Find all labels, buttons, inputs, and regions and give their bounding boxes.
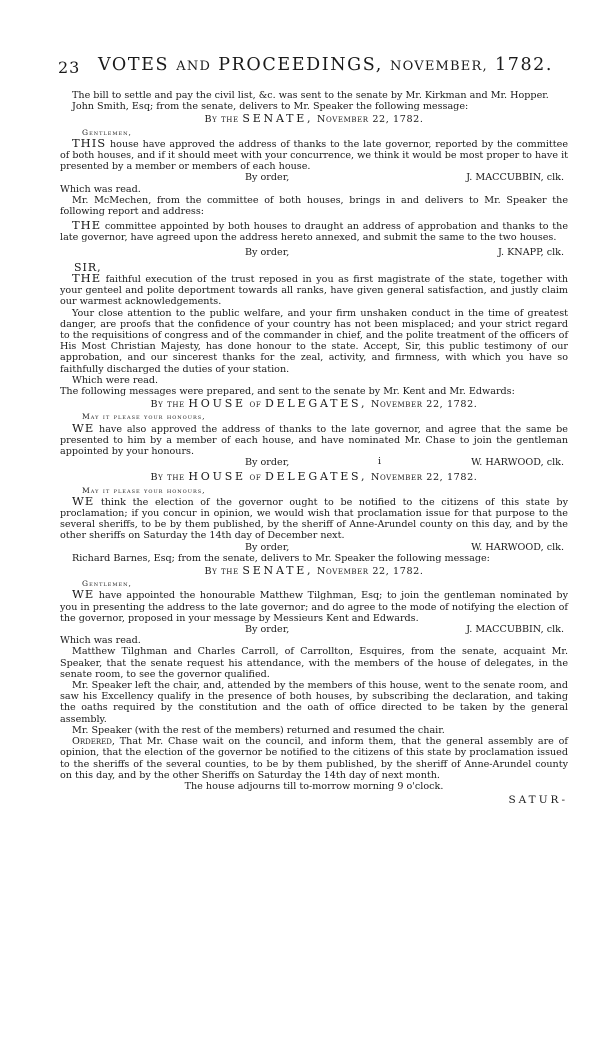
paragraph-tilghman-carroll: Matthew Tilghman and Charles Carroll, of Carrollton, Esquires, from the senate, acquaint Mr. Speaker, that the senate request his attendance, with the members of the house of delegates, in the senate room, to see the governor qualified. [60,646,568,680]
paragraph-speaker-returned: Mr. Speaker (with the rest of the members) returned and resumed the chair. [72,724,445,736]
committee-report: THE committee appointed by both houses to draught an address of approbation and thanks to the late governor, have agreed upon the address hereto annexed, and submit the same to the two houses. [60,218,568,244]
house-message: WE have also approved the address of thanks to the late governor, and agree that the same be presented to him by a member of each house, and have nominated Mr. Chase to join the gentleman appointed by your honours. [60,420,568,458]
paragraph-which-read: Which were read. [72,374,159,386]
salutation: May it please your honours, [82,412,206,422]
paragraph-smith-message: John Smith, Esq; from the senate, delivers to Mr. Speaker the following message: [72,101,469,113]
house-heading: By the HOUSE of DELEGATES, November 22, 1782. [150,397,478,411]
paragraph-civil-list: The bill to settle and pay the civil list, &c. was sent to the senate by Mr. Kirkman and Mr. Hopper. [72,90,549,101]
running-title: VOTES AND PROCEEDINGS, NOVEMBER, 1782. [98,55,554,75]
house-heading: By the HOUSE of DELEGATES, November 22, 1782. [150,470,478,484]
senate-message: THIS house have approved the address of thanks to the late governor, reported by the committee of both houses, and if it should meet with your concurrence, we think it would be most proper to have it presented by a member or members of each house. [60,135,568,173]
salutation: May it please your honours, [82,485,206,495]
paragraph-speaker-left: Mr. Speaker left the chair, and, attended by the members of this house, went to the senate room, and saw his Excellency qualify in the presence of both houses, by subscribing the declaration, and taking the oaths required by the constitution and the oath of office directed to be taken by the general assembly. [60,680,568,725]
signature-line: By order, i W. HARWOOD, clk. [245,456,564,469]
signature-line: By order, J. MACCUBBIN, clk. [245,624,564,636]
adjournment-line: The house adjourns till to-morrow morning 9 o'clock. [184,780,444,792]
paragraph-which-read: Which was read. [60,635,141,647]
signature-line: By order, J. MACCUBBIN, clk. [245,172,564,184]
paragraph-which-read: Which was read. [60,183,141,195]
text-column [58,55,568,807]
paragraph-messages-prepared: The following messages were prepared, and sent to the senate by Mr. Kent and Mr. Edwards: [60,386,515,398]
page-number: 23 [58,58,81,77]
salutation: Gentlemen, [82,579,132,589]
senate-heading: By the SENATE, November 22, 1782. [204,112,424,126]
catchword: SATUR- [508,794,568,807]
paragraph-mcmechen: Mr. McMechen, from the committee of both houses, brings in and delivers to Mr. Speaker the following report and address: [60,194,568,218]
signature-line: By order, W. HARWOOD, clk. [245,541,564,553]
salutation: Gentlemen, [82,127,132,137]
paragraph-ordered: Ordered, That Mr. Chase wait on the council, and inform them, that the general assembly are of opinion, that the election of the governor be notified to the citizens of this state by proclamation issued to the sheriffs of the several counties, to be by them published, by the sheriff of Anne-Arundel county on this day, and by the other Sheriffs on Saturday the 14th day of next month. [60,736,568,781]
house-message: WE think the election of the governor ought to be notified to the citizens of this state by proclamation; if you concur in opinion, we would wish that proclamation issue for that purpose to the several sheriffs, to be by them published, by the sheriff of Anne-Arundel county on this day, and by the other sheriffs on Saturday the 14th day of December next. [60,493,568,542]
senate-heading: By the SENATE, November 22, 1782. [204,564,424,578]
paragraph-barnes-message: Richard Barnes, Esq; from the senate, delivers to Mr. Speaker the following message: [72,552,490,564]
senate-message: WE have appointed the honourable Matthew Tilghman, Esq; to join the gentleman nominated by you in presenting the address to the late governor; and do agree to the mode of notifying the election of the governor, proposed in your message by Messieurs Kent and Edwards. [60,587,568,624]
address-salutation: SIR, [74,260,102,274]
running-header [58,55,568,90]
address-paragraph: Your close attention to the public welfare, and your firm unshaken conduct in the time of greatest danger, are proofs that the confidence of your country has not been misplaced; and your strict regard to the requisitions of congress and of the commander in chief, and the polite treatment of the officers of His Most Christian Majesty, has done honour to the state. Accept, Sir, this public testimony of our approbation, and our sincerest thanks for the zeal, activity, and firmness, with which you have so faithfully discharged the duties of your station. [60,307,568,375]
address-paragraph: THE faithful execution of the trust reposed in you as first magistrate of the state, together with your genteel and polite deportment towards all ranks, have given general satisfaction, and justly claim our warmest acknowledgements. [60,271,568,308]
signature-line: By order, J. KNAPP, clk. [245,246,564,258]
